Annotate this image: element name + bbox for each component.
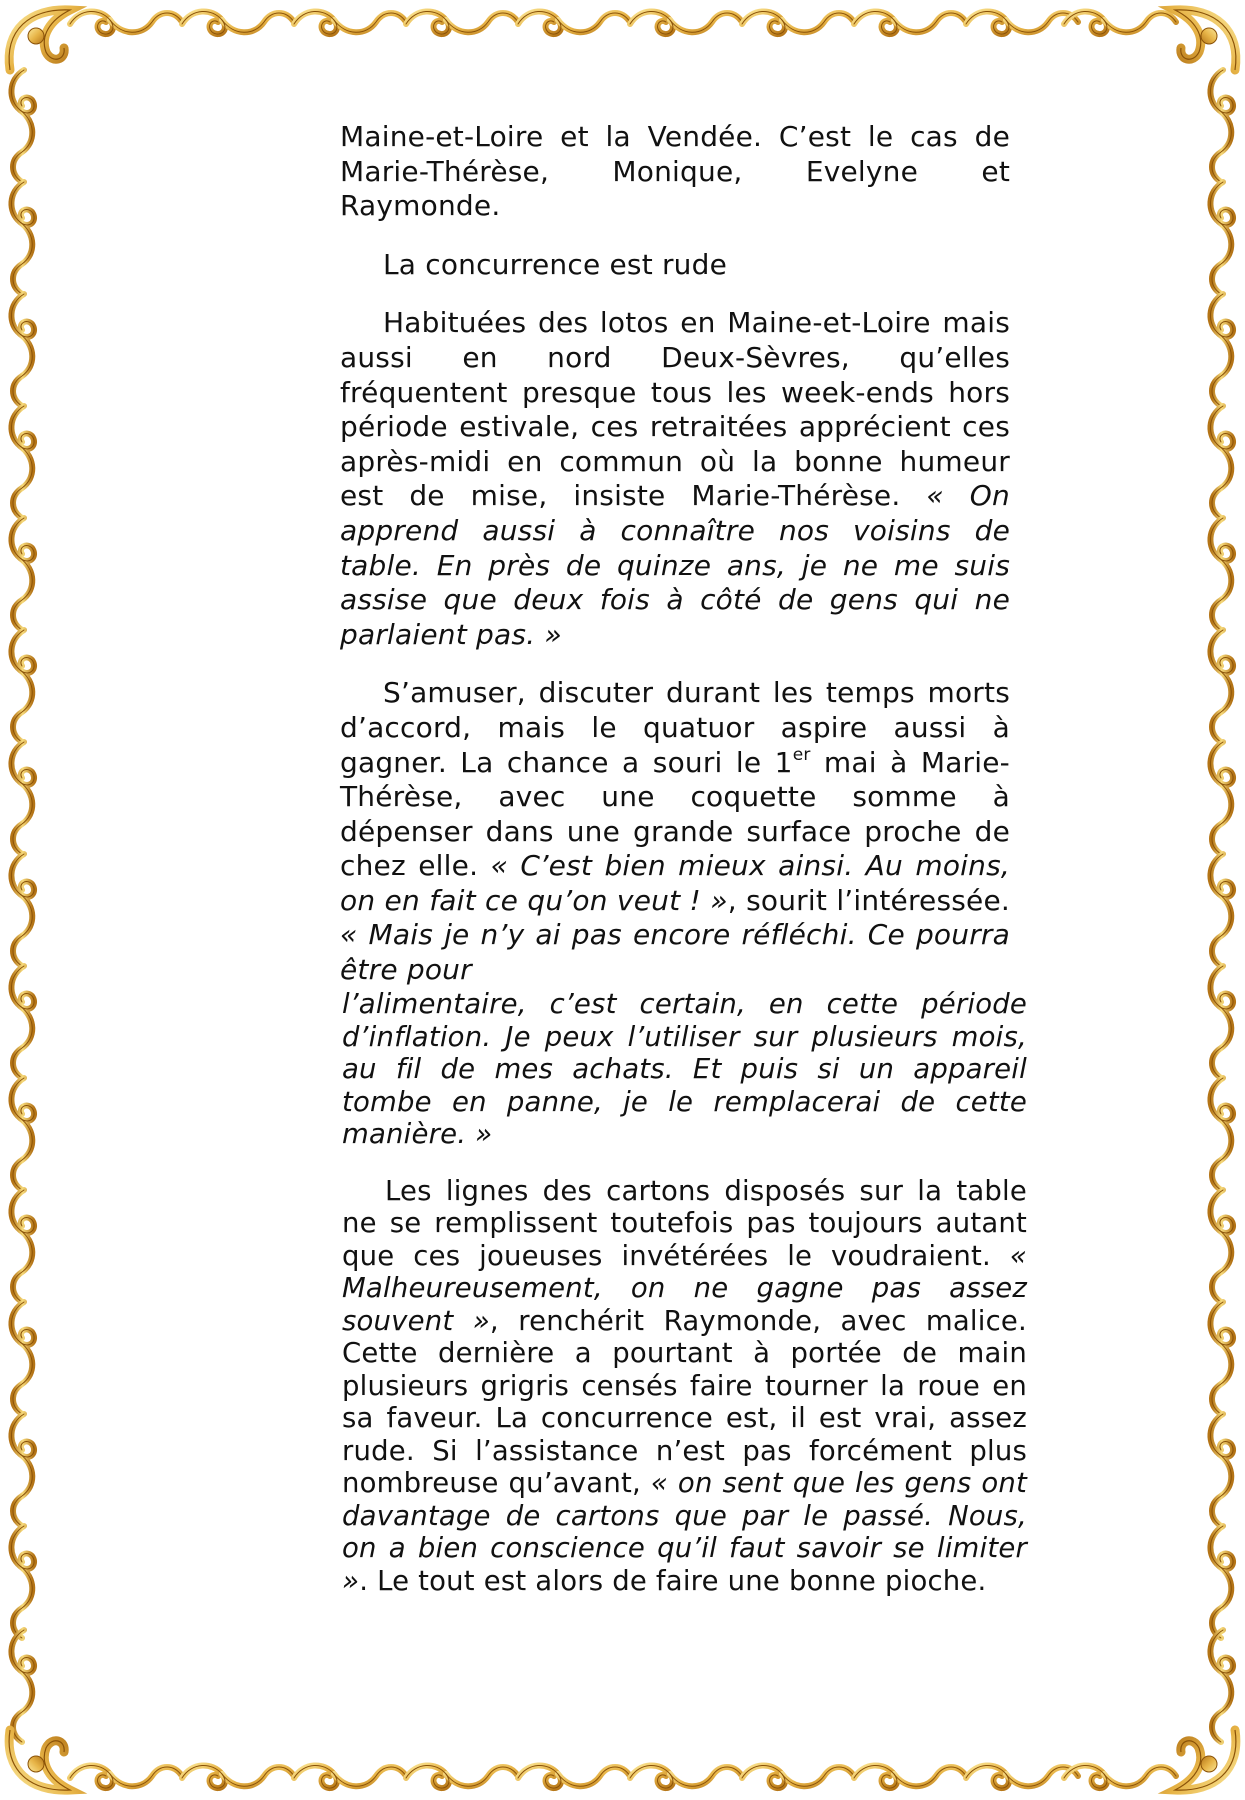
paragraph-text: , renchérit Raymonde, avec malice. Cette dernière a pourtant à portée de main plusieurs grigris censés faire tourner la roue en sa faveur. La concurrence est, il est vrai, assez rude. Si l’assistance n’est pas forcément plus nombreuse qu’avant, xyxy=(342,1304,1027,1499)
quote-text: « C’est bien mieux ainsi. Au moins, on en fait ce qu’on veut ! » xyxy=(340,849,1010,917)
paragraph-text: Habituées des lotos en Maine-et-Loire mais aussi en nord Deux-Sèvres, qu’elles fréquentent presque tous les week-ends hors période estivale, ces retraitées apprécient ces après-midi en commun où la bonne humeur est de mise, insiste Marie-Thérèse. xyxy=(340,306,1010,513)
quote-text: « Mais je n’y ai pas encore réfléchi. Ce pourra être pour xyxy=(340,918,1010,987)
subheading: La concurrence est rude xyxy=(383,247,728,281)
paragraph-text: , sourit l’intéressée. xyxy=(727,883,1010,917)
ordinal-superscript: er xyxy=(792,744,811,765)
article-block-upper xyxy=(340,120,1010,988)
paragraph-lotos xyxy=(340,306,1010,652)
clipping-seam xyxy=(342,978,1027,988)
paragraph-quote-continued xyxy=(342,988,1027,1151)
paragraph-chance xyxy=(340,676,1010,987)
paragraph-intro: Maine-et-Loire et la Vendée. C’est le cas de Marie-Thérèse, Monique, Evelyne et Raymonde. xyxy=(340,120,1010,223)
paragraph-text: S’amuser, discuter durant les temps morts d’accord, mais le quatuor aspire aussi à gagner. La chance a souri le 1 xyxy=(340,676,1010,779)
paragraph-text: . Le tout est alors de faire une bonne pioche. xyxy=(359,1564,987,1597)
quote-text: « on sent que les gens ont davantage de cartons que par le passé. Nous, on a bien conscience qu’il faut savoir se limiter » xyxy=(342,1467,1027,1597)
paragraph-text: Les lignes des cartons disposés sur la table ne se remplissent toutefois pas toujours autant que ces joueuses invétérées le voudraient. xyxy=(342,1174,1027,1272)
article-block-lower xyxy=(342,988,1027,1597)
quote-text: « Malheureusement, on ne gagne pas assez souvent » xyxy=(342,1239,1027,1337)
quote-text: « On apprend aussi à connaître nos voisins de table. En près de quinze ans, je ne me suis assise que deux fois à côté de gens qui ne parlaient pas. » xyxy=(340,479,1010,651)
paragraph-text: mai à Marie-Thérèse, avec une coquette somme à dépenser dans une grande surface proche de chez elle. xyxy=(340,745,1010,883)
paragraph-cartons xyxy=(342,1175,1027,1598)
quote-text: l’alimentaire, c’est certain, en cette période d’inflation. Je peux l’utiliser sur plusieurs mois, au fil de mes achats. Et puis si un appareil tombe en panne, je le remplacerai de cette manière. » xyxy=(342,988,1027,1150)
